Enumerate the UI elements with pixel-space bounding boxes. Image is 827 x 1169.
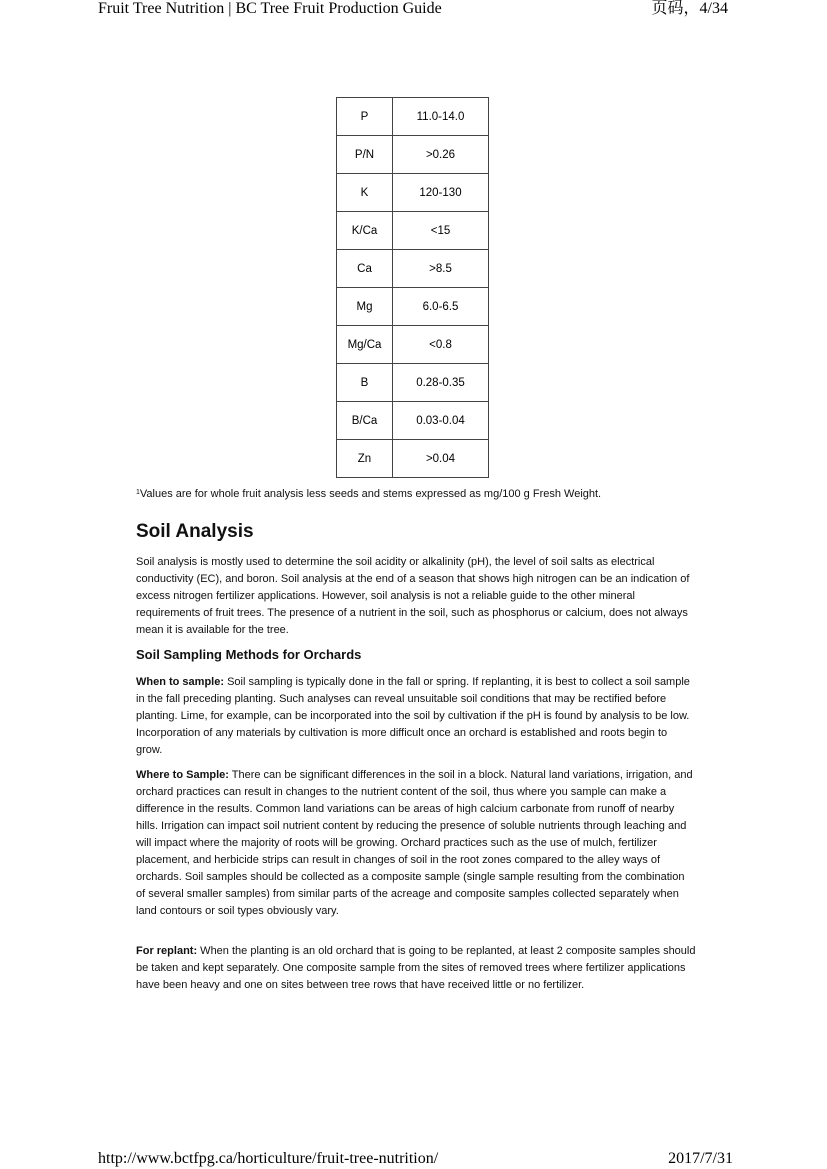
table-row — [337, 136, 489, 174]
nutrient-cell: Mg/Ca — [337, 326, 393, 364]
page-url: http://www.bctfpg.ca/horticulture/fruit-tree-nutrition/ — [98, 1150, 439, 1167]
print-date: 2017/7/31 — [668, 1150, 733, 1167]
where-to-sample-paragraph — [136, 767, 696, 920]
table-row — [337, 402, 489, 440]
table-row — [337, 174, 489, 212]
soil-analysis-intro: Soil analysis is mostly used to determine the soil acidity or alkalinity (pH), the level of soil salts as electrical conductivity (EC), and boron. Soil analysis at the end of a season that shows high nitrogen can be an indication of excess nitrogen fertilizer applications. However, soil analysis is not a reliable guide to the other mineral requirements of fruit trees. The presence of a nutrient in the soil, such as phosphorus or calcium, does not always mean it is available for the tree. — [136, 556, 690, 636]
nutrient-cell: Zn — [337, 440, 393, 478]
for-replant-label: For replant: — [136, 945, 198, 957]
nutrient-cell: P/N — [337, 136, 393, 174]
value-cell: <0.8 — [393, 326, 489, 364]
nutrient-cell: B — [337, 364, 393, 402]
value-cell: >0.04 — [393, 440, 489, 478]
when-to-sample-label: When to sample: — [136, 676, 225, 688]
nutrient-cell: K/Ca — [337, 212, 393, 250]
nutrient-table — [336, 97, 489, 478]
when-to-sample-paragraph — [136, 674, 696, 759]
footnote-text: Values are for whole fruit analysis less seeds and stems expressed as mg/100 g Fresh Weight. — [139, 488, 602, 500]
table-row — [337, 326, 489, 364]
table-row — [337, 288, 489, 326]
page-number: 页码，4/34 — [651, 0, 728, 17]
nutrient-cell: K — [337, 174, 393, 212]
soil-analysis-heading: Soil Analysis — [136, 521, 254, 542]
for-replant-paragraph — [136, 943, 696, 994]
value-cell: 120-130 — [393, 174, 489, 212]
footnote-marker: 1 — [136, 489, 140, 496]
value-cell: <15 — [393, 212, 489, 250]
table-row — [337, 250, 489, 288]
value-cell: 0.28-0.35 — [393, 364, 489, 402]
table-row — [337, 98, 489, 136]
value-cell: >0.26 — [393, 136, 489, 174]
table-row — [337, 212, 489, 250]
nutrient-cell: Ca — [337, 250, 393, 288]
when-to-sample-text: Soil sampling is typically done in the fall or spring. If replanting, it is best to collect a soil sample in the fall preceding planting. Such analyses can reveal unsuitable soil conditions that may be rectified before planting. Lime, for example, can be incorporated into the soil by cultivation if the pH is found by analysis to be low. Incorporation of any materials by cultivation is more difficult once an orchard is established and roots begin to grow. — [136, 676, 690, 756]
where-to-sample-text: There can be significant differences in the soil in a block. Natural land variations, irrigation, and orchard practices can result in changes to the nutrient content of the soil, thus where you sample can make a difference in the results. Common land variations can be areas of high calcium carbonate from runoff of nearby hills. Irrigation can impact soil nutrient content by reducing the presence of soluble nutrients through leaching and will impact where the majority of roots will be growing. Orchard practices such as the use of mulch, fertilizer placement, and herbicide strips can result in changes of soil in the root zones compared to the alley ways of orchards. Soil samples should be collected as a composite sample (single sample resulting from the combination of several smaller samples) from similar parts of the acreage and composite samples collected separately when land contours or soil types obviously vary. — [136, 769, 693, 917]
nutrient-cell: Mg — [337, 288, 393, 326]
where-to-sample-label: Where to Sample: — [136, 769, 229, 781]
nutrient-cell: P — [337, 98, 393, 136]
table-row — [337, 364, 489, 402]
value-cell: >8.5 — [393, 250, 489, 288]
value-cell: 6.0-6.5 — [393, 288, 489, 326]
sampling-methods-heading: Soil Sampling Methods for Orchards — [136, 647, 362, 662]
table-row — [337, 440, 489, 478]
for-replant-text: When the planting is an old orchard that is going to be replanted, at least 2 composite samples should be taken and kept separately. One composite sample from the sites of removed trees where fertilizer applications have been heavy and one on sites between tree rows that have received little or no fertilizer. — [136, 945, 696, 991]
table-footnote — [136, 488, 696, 500]
value-cell: 0.03-0.04 — [393, 402, 489, 440]
page-header-title: Fruit Tree Nutrition | BC Tree Fruit Production Guide — [98, 0, 442, 17]
value-cell: 11.0-14.0 — [393, 98, 489, 136]
nutrient-cell: B/Ca — [337, 402, 393, 440]
